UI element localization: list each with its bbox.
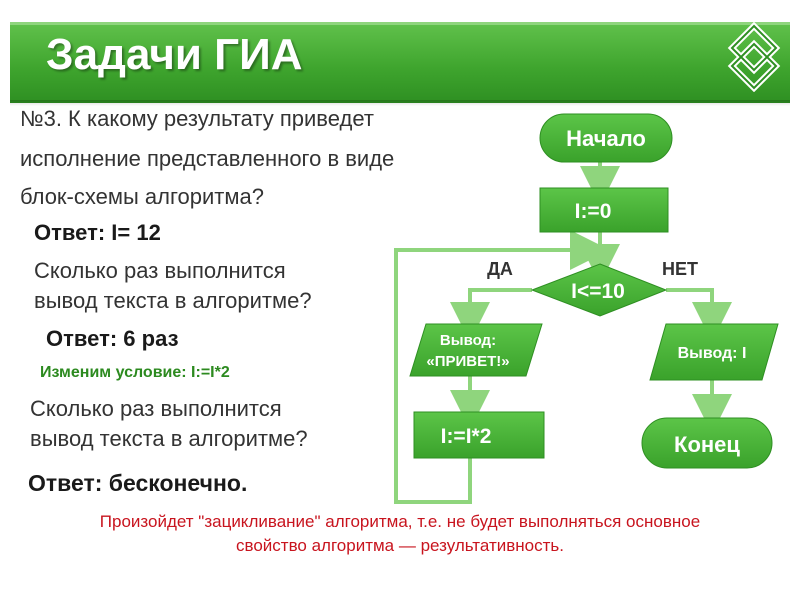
question2-line-1: Сколько раз выполнится: [34, 258, 286, 283]
condition-change-note: Изменим условие: I:=I*2: [40, 364, 230, 381]
question2-line-2: вывод текста в алгоритме?: [34, 288, 312, 313]
question-line-3: блок-схемы алгоритма?: [20, 184, 264, 209]
increment-label: I:=I*2: [440, 425, 492, 448]
answer-1: Ответ: I= 12: [34, 220, 161, 245]
output-yes-label-2: «ПРИВЕТ!»: [426, 353, 510, 370]
page-title: Задачи ГИА: [46, 30, 303, 79]
condition-label: I<=10: [571, 280, 625, 303]
conclusion-line-1: Произойдет "зацикливание" алгоритма, т.е. не будет выполняться основное: [99, 512, 701, 531]
question3-line-1: Сколько раз выполнится: [30, 396, 282, 421]
question-line-2: исполнение представленного в виде: [20, 146, 395, 171]
output-yes-label-1: Вывод:: [439, 332, 497, 349]
edge-condition-yes: [470, 290, 532, 322]
question-line-1: №3. К какому результату приведет: [20, 106, 374, 131]
end-label: Конец: [674, 432, 740, 457]
conclusion-line-2: свойство алгоритма — результативность.: [236, 536, 564, 555]
init-label: I:=0: [574, 200, 612, 223]
edge-condition-no: [666, 290, 712, 322]
yes-label: ДА: [487, 259, 513, 279]
start-label: Начало: [566, 126, 646, 151]
answer-2: Ответ: 6 раз: [46, 326, 179, 351]
output-no-label: Вывод: I: [677, 345, 747, 362]
question3-line-2: вывод текста в алгоритме?: [30, 426, 308, 451]
answer-3: Ответ: бесконечно.: [28, 470, 248, 496]
no-label: НЕТ: [662, 259, 698, 279]
